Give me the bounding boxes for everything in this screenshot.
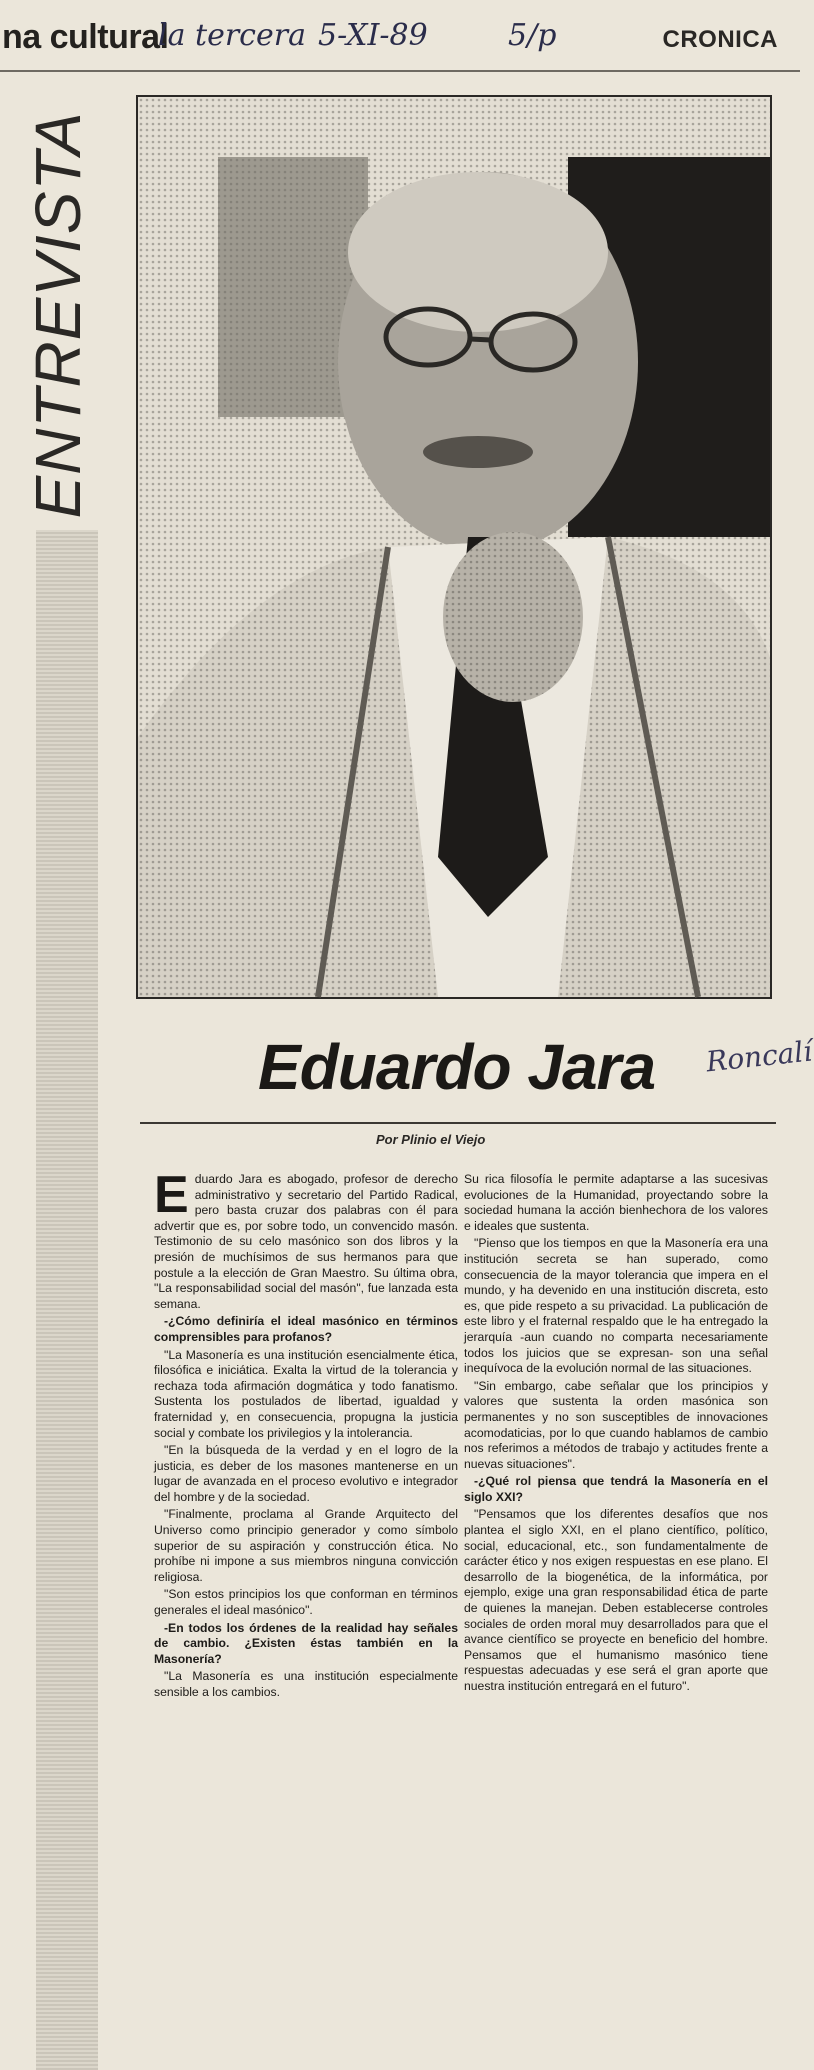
section-label: CRONICA [662,26,778,53]
article-column-2 [464,1172,768,1697]
paragraph: duardo Jara es abogado, profesor de derecho administrativo y secretario del Partido Radical, pero basta cruzar dos palabras con él para advertir que es, por sobre todo, un convencido masón. Testimonio de su celo masónico son dos libros y la presión de muchísimos de sus hermanos para que postule a la elección de Gran Maestro. Su última obra, "La responsabilidad social del masón", fue lanzada esta semana. [154,1172,458,1311]
paragraph: "En la búsqueda de la verdad y en el logro de la justicia, es deber de los masones mantenerse en un lugar de avanzada en el proceso evolutivo e integrador del hombre y de la sociedad. [154,1443,458,1504]
paragraph: "Son estos principios los que conforman en términos generales el ideal masónico". [154,1587,458,1618]
handwritten-page: 5/p [508,18,557,53]
handwritten-date: 5-XI-89 [318,18,428,53]
title-divider [140,1122,776,1124]
article-column-1 [154,1166,458,1703]
paragraph: "La Masonería es una institución esencialmente ética, filosófica e iniciática. Exalta la virtud de la tolerancia y rechaza toda afirmación dogmática y todo fanatismo. Sustenta los postulados de libertad, igualdad y fraternidad y, en consecuencia, propugna la justicia social y combate los privilegios y la intolerancia. [154,1347,458,1440]
portrait-photo-icon [138,97,770,997]
vertical-label-text: ENTREVISTA [22,111,94,519]
paragraph: "Sin embargo, cabe señalar que los principios y valores que sustenta la orden masónica son permanentes y no son susceptibles de innovaciones acomodaticias, por lo que cuando hablamos de cambio nos referimos a métodos de trabajo y actitudes frente a nuevas situaciones". [464,1378,768,1471]
paragraph: "La Masonería es una institución especialmente sensible a los cambios. [154,1669,458,1699]
drop-cap: E [154,1166,189,1224]
interview-question: -¿Cómo definiría el ideal masónico en términos comprensibles para profanos? [154,1314,458,1344]
paragraph: "Finalmente, proclama al Grande Arquitecto del Universo como principio generador y como símbolo superior de su aspiración y construcción ética. No prohíbe ni impone a sus miembros ninguna convicción religiosa. [154,1507,458,1584]
paragraph: "Pienso que los tiempos en que la Masonería era una institución secreta se han superado, como consecuencia de la mayor tolerancia que impera en el mundo, y ha devenido en una institución discreta, esto es, que pide respeto a su privacidad. La publicación de este libro y el fraternal respaldo que le ha entregado la jerarquía -aun cuando no comparta necesariamente todos los juicios que se expresan- son una señal inequívoca de la evolución normal de las situaciones. [464,1236,768,1376]
section-name: na cultural [2,18,169,56]
handwritten-margin-note: Roncalí [704,1034,814,1079]
byline: Por Plinio el Viejo [376,1132,486,1147]
article-title: Eduardo Jara [258,1031,656,1103]
page-header [0,0,800,72]
portrait-photo [136,95,772,999]
interview-question: -En todos los órdenes de la realidad hay señales de cambio. ¿Existen éstas también en la Masonería? [154,1620,458,1666]
paragraph: Su rica filosofía le permite adaptarse a las sucesivas evoluciones de la Humanidad, proyectando sobre la sociedad humana la acción bienhechora de los valores e ideales que sustenta. [464,1172,768,1233]
vertical-section-label [8,95,108,535]
decorative-bar [36,530,98,2070]
interview-question: -¿Qué rol piensa que tendrá la Masonería en el siglo XXI? [464,1474,768,1504]
handwritten-source: la tercera [158,18,306,53]
paragraph: "Pensamos que los diferentes desafíos que nos plantea el siglo XXI, en el plano científico, político, social, educacional, etc., son fundamentalmente de carácter ético y nos exigen respuestas en ese plano. El desarrollo de la biogenética, de la informática, por ejemplo, exige una gran responsabilidad ética de parte de quienes la manejan. Deben establecerse controles sociales de orden moral muy desarrollados para que el avance científico se proyecte en beneficio del hombre. Pensamos que el humanismo masónico tiene respuestas adecuadas y ese será el gran aporte que nuestra institución entregará en el futuro". [464,1507,768,1693]
